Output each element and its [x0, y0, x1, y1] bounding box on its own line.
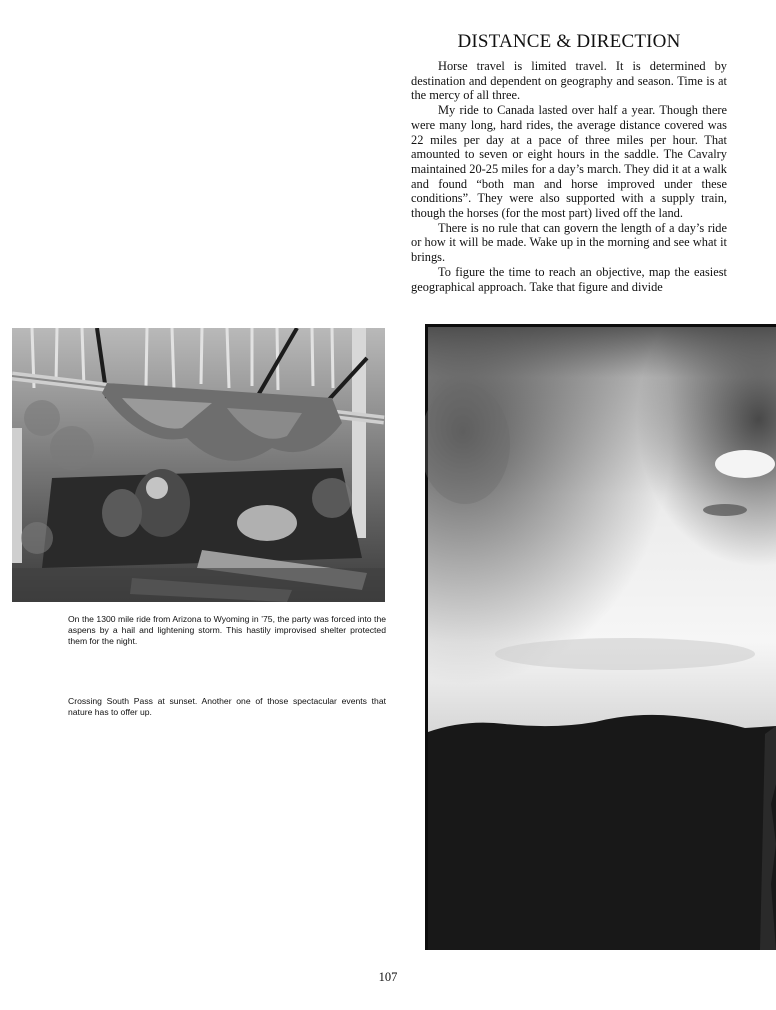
page-number: 107 — [378, 970, 398, 984]
section-heading: DISTANCE & DIRECTION — [457, 31, 681, 52]
paragraph: To figure the time to reach an objective, map the easiest geographical approach. Take that figure and divide — [411, 264, 727, 294]
body-text — [411, 59, 727, 294]
shelter-caption: On the 1300 mile ride from Arizona to Wyoming in ’75, the party was forced into the aspens by a hail and lightening storm. This hastily improvised shelter protected them for the night. — [68, 614, 386, 646]
paragraph: There is no rule that can govern the length of a day’s ride or how it will be made. Wake up in the morning and see what it brings. — [411, 220, 727, 265]
paragraph: My ride to Canada lasted over half a year. Though there were many long, hard rides, the average distance covered was 22 miles per day at a pace of three miles per hour. That amounted to seven or eight hours in the saddle. The Cavalry maintained 20-25 miles for a day’s march. They did it at a walk and found “both man and horse improved under these conditions”. They were also supported with a supply train, though the horses (for the most part) lived off the land. — [411, 103, 727, 221]
south-pass-photo — [425, 324, 776, 950]
shelter-photo — [12, 328, 385, 602]
south-pass-caption: Crossing South Pass at sunset. Another one of those spectacular events that nature has to offer up. — [68, 696, 386, 717]
paragraph: Horse travel is limited travel. It is determined by destination and dependent on geography and season. Time is at the mercy of all three. — [411, 59, 727, 103]
